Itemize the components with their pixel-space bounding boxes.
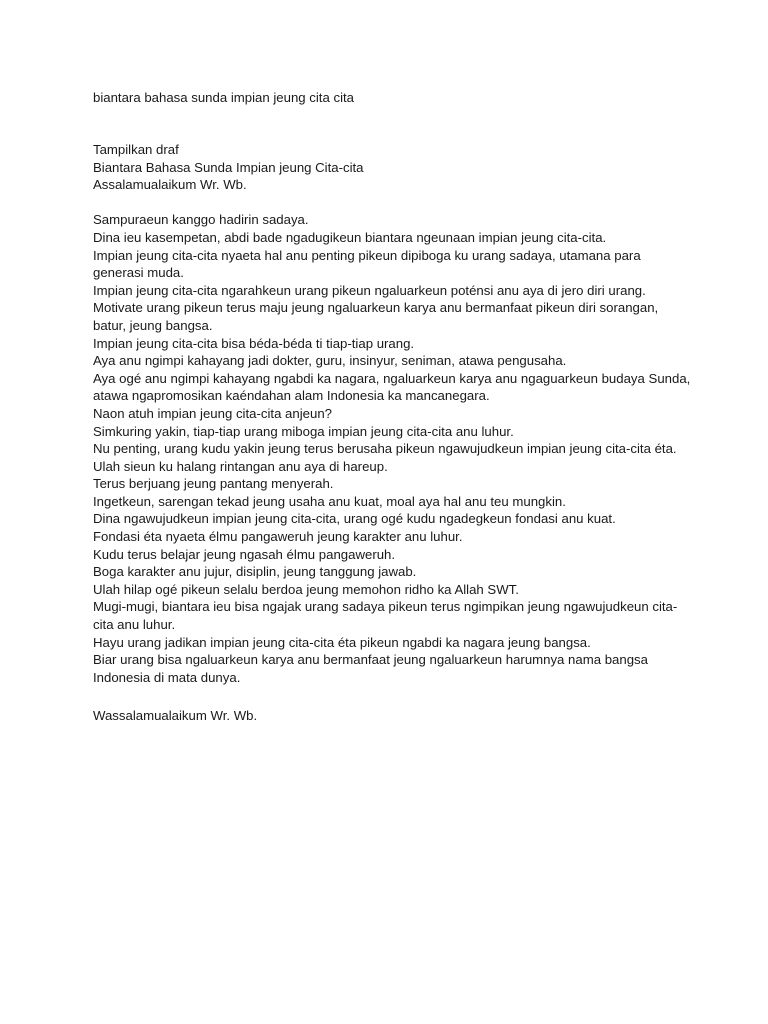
body-line: Impian jeung cita-cita nyaeta hal anu penting pikeun dipiboga ku urang sadaya, utamana para [93,247,641,263]
body-line: Fondasi éta nyaeta élmu pangaweruh jeung karakter anu luhur. [93,529,463,545]
body-line: Simkuring yakin, tiap-tiap urang miboga impian jeung cita-cita anu luhur. [93,423,514,439]
body-line: Kudu terus belajar jeung ngasah élmu pangaweruh. [93,546,396,562]
document-heading [93,89,693,107]
body-line: Boga karakter anu jujur, disiplin, jeung tanggung jawab. [93,564,417,580]
body-line: Sampuraeun kanggo hadirin sadaya. [93,212,309,228]
body-line: generasi muda. [93,265,184,281]
closing-greeting: Wassalamualaikum Wr. Wb. [93,708,258,723]
body-line: Nu penting, urang kudu yakin jeung terus berusaha pikeun ngawujudkeun impian jeung cita-cita éta. [93,441,677,457]
speech-title: Biantara Bahasa Sunda Impian jeung Cita-cita [93,159,364,175]
body-line: Impian jeung cita-cita ngarahkeun urang pikeun ngaluarkeun poténsi anu aya di jero diri urang. [93,282,646,298]
document-body [93,141,693,686]
body-line: Ulah hilap ogé pikeun selalu berdoa jeung memohon ridho ka Allah SWT. [93,581,519,597]
body-line: Terus berjuang jeung pantang menyerah. [93,476,334,492]
paragraph-gap [93,194,693,212]
body-line: cita anu luhur. [93,617,176,633]
document-title: biantara bahasa sunda impian jeung cita cita [93,90,354,105]
body-line: Motivate urang pikeun terus maju jeung ngaluarkeun karya anu bermanfaat pikeun diri sorangan, [93,300,659,316]
body-line: batur, jeung bangsa. [93,317,213,333]
body-line: Biar urang bisa ngaluarkeun karya anu bermanfaat jeung ngaluarkeun harumnya nama bangsa [93,652,648,668]
body-line: Impian jeung cita-cita bisa béda-béda ti tiap-tiap urang. [93,335,415,351]
opening-greeting: Assalamualaikum Wr. Wb. [93,177,247,193]
body-line: Aya anu ngimpi kahayang jadi dokter, guru, insinyur, seniman, atawa pengusaha. [93,353,567,369]
body-line: Indonesia di mata dunya. [93,669,241,685]
body-line: Ingetkeun, sarengan tekad jeung usaha anu kuat, moal aya hal anu teu mungkin. [93,493,566,509]
body-line: Ulah sieun ku halang rintangan anu aya di hareup. [93,458,388,474]
document-closing [93,707,693,725]
body-line: Naon atuh impian jeung cita-cita anjeun? [93,405,332,421]
body-line: Mugi-mugi, biantara ieu bisa ngajak urang sadaya pikeun terus ngimpikan jeung ngawujudkeun cita- [93,599,678,615]
body-line: Aya ogé anu ngimpi kahayang ngabdi ka nagara, ngaluarkeun karya anu ngaguarkeun budaya Sunda, [93,370,691,386]
body-line: Dina ieu kasempetan, abdi bade ngadugikeun biantara ngeunaan impian jeung cita-cita. [93,229,607,245]
body-line: Dina ngawujudkeun impian jeung cita-cita, urang ogé kudu ngadegkeun fondasi anu kuat. [93,511,616,527]
body-line: Hayu urang jadikan impian jeung cita-cita éta pikeun ngabdi ka nagara jeung bangsa. [93,634,591,650]
body-line: atawa ngapromosikan kaéndahan alam Indonesia ka mancanegara. [93,388,490,404]
draft-label: Tampilkan draf [93,142,179,157]
